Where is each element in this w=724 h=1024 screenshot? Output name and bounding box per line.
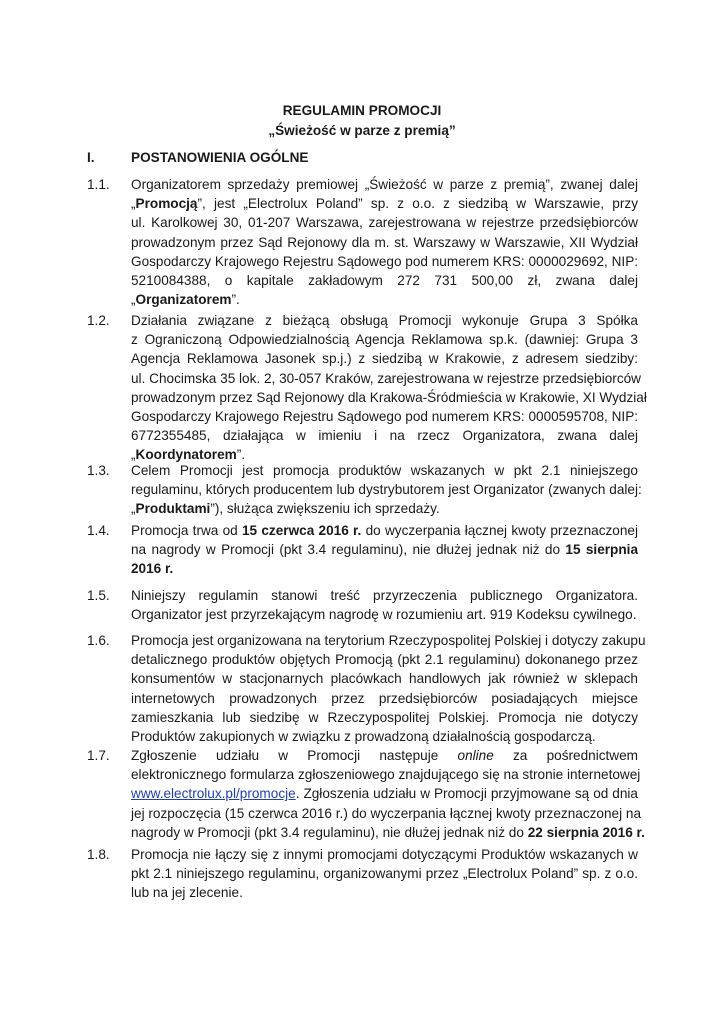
paragraph-number: 1.7.	[87, 748, 110, 763]
paragraph-body	[131, 586, 638, 624]
text-line: Promocja jest organizowana na terytorium Rzeczypospolitej Polskiej i dotyczy zakupu	[131, 633, 646, 648]
paragraph-number: 1.1.	[87, 177, 110, 192]
text-fragment: za pośrednictwem	[493, 748, 638, 763]
paragraph-number: 1.5.	[87, 588, 110, 603]
text-line	[131, 559, 638, 578]
paragraph-body	[131, 311, 647, 465]
text-line: Organizator jest przyrzekającym nagrodę w rozumieniu art. 919 Kodeksu cywilnego.	[131, 607, 637, 623]
paragraph-body	[131, 845, 638, 903]
paragraph-number: 1.4.	[87, 523, 110, 538]
defined-term: Organizatorem	[135, 292, 232, 308]
text-fragment: ”, jest „Electrolux Poland” sp. z o.o. z siedzibą w Warszawie, przy	[197, 196, 638, 212]
text-line: prowadzonym przez Sąd Rejonowy dla m. st. Warszawy w Warszawie, XII Wydział	[131, 234, 638, 250]
paragraph-body	[131, 521, 638, 579]
text-fragment: „	[131, 447, 136, 463]
text-line: Celem Promocji jest promocja produktów wskazanych w pkt 2.1 niniejszego	[131, 463, 638, 478]
paragraph-number: 1.6.	[87, 633, 110, 648]
section-title: POSTANOWIENIA OGÓLNE	[131, 150, 309, 165]
text-line	[131, 194, 638, 213]
paragraph-number: 1.8.	[87, 847, 110, 862]
paragraph-body	[131, 631, 646, 746]
text-fragment: „	[131, 501, 136, 517]
text-line: regulaminu, których producentem lub dystrybutorem jest Organizator (zwanych dalej:	[131, 482, 642, 498]
text-line: prowadzonym przez Sąd Rejonowy dla Krakowa-Śródmieścia w Krakowie, XI Wydział	[131, 389, 647, 405]
text-line	[131, 746, 638, 765]
text-line: zamieszkania lub siedzibę w Rzeczypospolitej Polskiej. Promocja nie dotyczy	[131, 709, 638, 725]
text-fragment: na nagrody w Promocji (pkt 3.4 regulaminu), nie dłużej jednak niż do	[131, 542, 566, 558]
text-line	[131, 290, 638, 309]
defined-term: Produktami	[135, 501, 211, 517]
online-emphasis: online	[457, 748, 494, 763]
text-line: Organizatorem sprzedaży premiowej „Świeżość w parze z premią”, zwanej dalej	[131, 177, 638, 192]
text-line: lub na jej zlecenie.	[131, 885, 243, 901]
text-fragment: ”), służąca zwiększeniu ich sprzedaży.	[210, 501, 440, 517]
text-line	[131, 784, 638, 803]
text-line: elektronicznego formularza zgłoszeniowego znajdującego się na stronie internetowej	[131, 767, 641, 783]
text-line: Promocja nie łączy się z innymi promocjami dotyczącymi Produktów wskazanych w	[131, 847, 638, 862]
paragraph-number: 1.2.	[87, 313, 110, 328]
text-line: Agencja Reklamowa Jasonek sp.j.) z siedzibą w Krakowie, z adresem siedziby:	[131, 351, 638, 367]
text-line: Gospodarczy Krajowego Rejestru Sądowego pod numerem KRS: 0000595708, NIP:	[131, 409, 639, 425]
text-fragment: nagrody w Promocji (pkt 3.4 regulaminu), nie dłużej jednak niż do	[131, 824, 528, 840]
text-line	[131, 540, 638, 559]
text-line: ul. Karolkowej 30, 01-207 Warszawa, zarejestrowana w rejestrze przedsiębiorców	[131, 215, 638, 231]
text-line: 6772355485, działająca w imieniu i na rzecz Organizatora, zwana dalej	[131, 428, 638, 444]
text-line: pkt 2.1 niniejszego regulaminu, organizowanymi przez „Electrolux Poland” sp. z o.o.	[131, 866, 638, 882]
text-fragment: Promocja trwa od	[131, 523, 242, 538]
defined-term: Koordynatorem	[135, 447, 237, 463]
text-line: jej rozpoczęcia (15 czerwca 2016 r.) do wyczerpania łącznej kwoty przeznaczonej na	[131, 805, 642, 821]
text-line	[131, 521, 638, 540]
text-line: detalicznego produktów objętych Promocją (pkt 2.1 regulaminu) dokonanego przez	[131, 652, 638, 668]
text-line	[131, 823, 645, 842]
text-fragment: „	[131, 292, 136, 308]
text-fragment: . Zgłoszenia udziału w Promocji przyjmowane są od dnia	[295, 786, 638, 802]
text-fragment: ”.	[231, 292, 240, 308]
text-line: Gospodarczy Krajowego Rejestru Sądowego pod numerem KRS: 0000029692, NIP:	[131, 253, 639, 269]
paragraph-body	[131, 746, 645, 842]
paragraph-number: 1.3.	[87, 463, 110, 478]
document-subtitle: „Świeżość w parze z premią”	[268, 123, 456, 138]
text-line: ul. Chocimska 35 lok. 2, 30-057 Kraków, zarejestrowana w rejestrze przedsiębiorców	[131, 370, 641, 386]
text-line: Działania związane z bieżącą obsługą Promocji wykonuje Grupa 3 Spółka	[131, 313, 638, 328]
text-fragment: do wyczerpania łącznej kwoty przeznaczonej	[361, 523, 638, 538]
promotion-website-link[interactable]: www.electrolux.pl/promocje	[131, 786, 296, 802]
text-fragment: „	[131, 196, 136, 212]
end-date-year: 2016 r.	[131, 561, 174, 577]
start-date: 15 czerwca 2016 r.	[241, 523, 362, 538]
text-line: 5210084388, o kapitale zakładowym 272 731 500,00 zł, zwana dalej	[131, 273, 638, 289]
section-number: I.	[87, 150, 95, 165]
text-fragment: Zgłoszenie udziału w Promocji następuje	[131, 748, 458, 763]
text-line: Niniejszy regulamin stanowi treść przyrzeczenia publicznego Organizatora.	[131, 588, 638, 603]
paragraph-body	[131, 461, 642, 519]
paragraph-body	[131, 175, 638, 309]
text-line: Produktów zakupionych w związku z prowadzoną działalnością gospodarczą.	[131, 729, 596, 745]
text-line	[131, 499, 638, 518]
document-title: REGULAMIN PROMOCJI	[282, 103, 442, 118]
defined-term: Promocją	[135, 196, 198, 212]
text-fragment: ”.	[236, 447, 246, 463]
text-line: internetowych prowadzonych przez przedsiębiorców posiadających miejsce	[131, 690, 638, 706]
registration-end-date: 22 sierpnia 2016 r.	[527, 824, 645, 840]
text-line: z Ograniczoną Odpowiedzialnością Agencja Reklamowa sp.k. (dawniej: Grupa 3	[131, 332, 638, 348]
end-date: 15 sierpnia	[565, 542, 639, 558]
text-line: konsumentów w stacjonarnych placówkach handlowych jak również w sklepach	[131, 671, 638, 687]
